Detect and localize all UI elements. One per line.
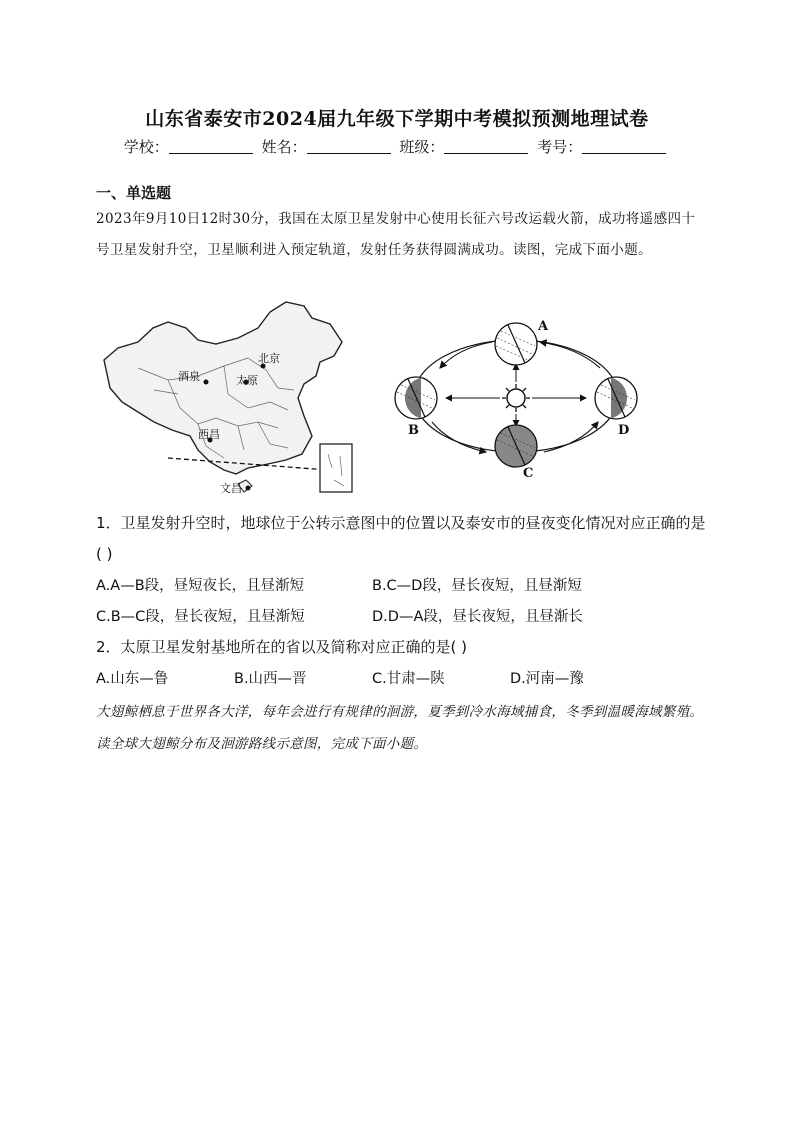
orbit-label-c: C — [523, 466, 534, 478]
class-blank[interactable] — [444, 139, 528, 154]
orbit-label-d: D — [618, 423, 630, 438]
page-title: 山东省泰安市2024届九年级下学期中考模拟预测地理试卷 — [145, 108, 649, 130]
wenchang-marker — [246, 486, 251, 491]
name-label: 姓名： — [261, 138, 307, 156]
section-heading: 一、单选题 — [96, 184, 172, 202]
q1-option-d[interactable]: D.D—A段，昼长夜短，且昼渐长 — [372, 609, 583, 625]
earth-position-d — [595, 377, 637, 419]
class-label: 班级： — [399, 138, 445, 156]
q1-option-b[interactable]: B.C—D段，昼长夜短，且昼渐短 — [372, 578, 582, 594]
jiuquan-marker — [204, 380, 209, 385]
number-blank[interactable] — [582, 139, 666, 154]
name-blank[interactable] — [307, 139, 391, 154]
q2-option-c[interactable]: C.甘肃—陕 — [372, 671, 445, 687]
q2-option-b[interactable]: B.山西—晋 — [234, 671, 307, 687]
orbit-label-b: B — [408, 423, 419, 438]
number-label: 考号： — [537, 138, 583, 156]
earth-orbit-diagram — [388, 318, 648, 478]
orbit-label-a: A — [538, 319, 549, 334]
question-intro-1: 2023年9月10日12时30分，我国在太原卫星发射中心使用长征六号改运载火箭，成功将遥感四十号卫星发射升空，卫星顺利进入预定轨道，发射任务获得圆满成功。读图，完成下面小题。 — [96, 211, 696, 258]
map-label-xichang: 西昌 — [198, 428, 220, 441]
question-1-stem: 1．卫星发射升空时，地球位于公转示意图中的位置以及泰安市的昼夜变化情况对应正确的是( ) — [96, 514, 706, 563]
school-blank[interactable] — [169, 139, 253, 154]
q1-option-a[interactable]: A.A—B段，昼短夜长，且昼渐短 — [96, 578, 305, 594]
map-label-wenchang: 文昌 — [220, 482, 242, 495]
south-china-sea-inset — [320, 444, 352, 492]
question-intro-2: 大翅鲸栖息于世界各大洋，每年会进行有规律的洄游，夏季到冷水海域捕食，冬季到温暖海域繁殖。读全球大翅鲸分布及洄游路线示意图，完成下面小题。 — [96, 704, 704, 752]
earth-position-b — [395, 377, 437, 419]
question-2-stem: 2．太原卫星发射基地所在的省以及简称对应正确的是( ) — [96, 638, 468, 656]
map-label-taiyuan: 太原 — [236, 374, 258, 387]
china-launch-site-map — [98, 298, 358, 498]
map-label-beijing: 北京 — [258, 352, 280, 365]
earth-position-a — [495, 323, 537, 365]
q2-option-a[interactable]: A.山东—鲁 — [96, 671, 169, 687]
sun-icon — [502, 384, 530, 412]
earth-position-c — [495, 425, 537, 467]
map-label-jiuquan: 酒泉 — [178, 370, 200, 383]
q1-option-c[interactable]: C.B—C段，昼长夜短，且昼渐短 — [96, 609, 305, 625]
student-info-line — [0, 136, 794, 157]
q2-option-d[interactable]: D.河南—豫 — [510, 671, 584, 687]
school-label: 学校： — [123, 138, 169, 156]
china-outline — [104, 302, 342, 474]
